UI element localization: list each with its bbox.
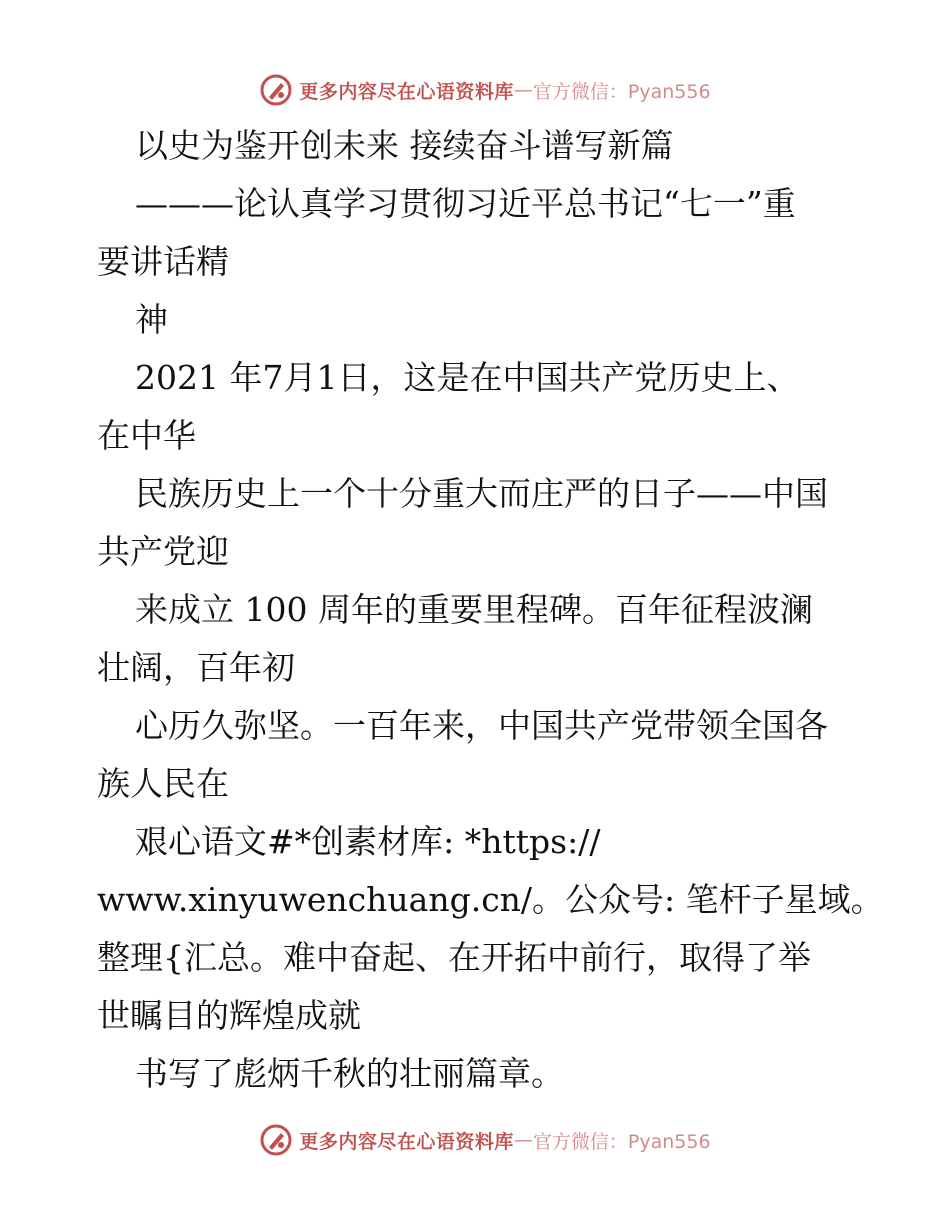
- text-line: 以史为鉴开创未来 接续奋斗谱写新篇: [135, 126, 674, 165]
- text-line: 书写了彪炳千秋的壮丽篇章。: [135, 1054, 564, 1093]
- text-line: ———论认真学习贯彻习近平总书记“七一”重: [135, 184, 796, 223]
- text-line: 艰心语文#*创素材库: *https://: [135, 822, 601, 861]
- text-line: 神: [135, 300, 168, 339]
- text-line: 要讲话精: [97, 242, 229, 281]
- pen-logo-icon: [259, 1123, 293, 1157]
- text-line: 世瞩目的辉煌成就: [97, 996, 361, 1035]
- text-line: 壮阔，百年初: [97, 648, 295, 687]
- watermark-contact: 官方微信：Pyan556: [532, 1130, 711, 1153]
- text-line: 2021 年7月1日，这是在中国共产党历史上、: [135, 358, 800, 397]
- text-line: 在中华: [97, 416, 196, 455]
- footer-watermark: [0, 1120, 950, 1160]
- text-line: www.xinyuwenchuang.cn/。公众号: 笔杆子星域。: [97, 880, 884, 919]
- watermark-dash: —: [513, 1129, 533, 1151]
- watermark-contact: 官方微信：Pyan556: [532, 80, 711, 103]
- text-line: 共产党迎: [97, 532, 229, 571]
- text-line: 心历久弥坚。一百年来，中国共产党带领全国各: [135, 706, 828, 745]
- text-line: 来成立 100 周年的重要里程碑。百年征程波澜: [135, 590, 813, 629]
- header-watermark: [0, 70, 950, 110]
- text-line: 民族历史上一个十分重大而庄严的日子——中国: [135, 474, 828, 513]
- text-line: 整理{汇总。难中奋起、在开拓中前行，取得了举: [97, 938, 811, 977]
- document-body: [97, 117, 887, 1103]
- pen-logo-icon: [259, 73, 293, 107]
- watermark-dash: —: [513, 79, 533, 101]
- text-line: 族人民在: [97, 764, 229, 803]
- watermark-main-text: 更多内容尽在心语资料库: [299, 80, 514, 103]
- watermark-main-text: 更多内容尽在心语资料库: [299, 1130, 514, 1153]
